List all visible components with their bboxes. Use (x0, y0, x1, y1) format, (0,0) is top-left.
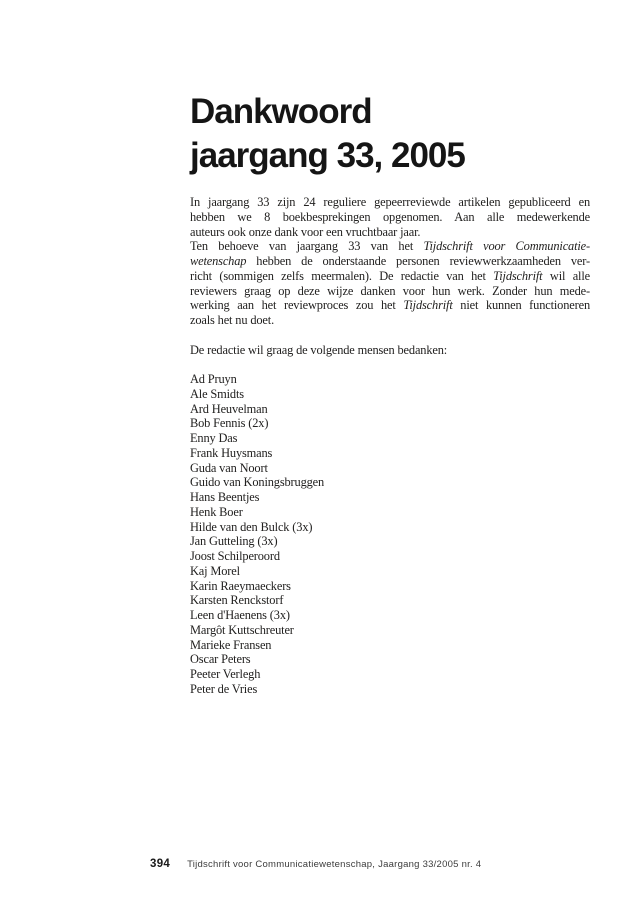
reviewer-name: Ard Heuvelman (190, 401, 268, 416)
page-number: 394 (150, 858, 171, 870)
reviewer-name: Guda van Noort (190, 460, 268, 475)
italic-journal-name: Tijdschrift voor Communicatie- (423, 239, 590, 254)
reviewer-name: Margôt Kuttschreuter (190, 622, 294, 637)
text-segment: niet kunnen functioneren (452, 298, 590, 313)
reviewer-name: Oscar Peters (190, 652, 251, 667)
journal-footer-text: Tijdschrift voor Communicatiewetenschap, Jaargang 33/2005 nr. 4 (187, 859, 482, 870)
reviewer-name: Joost Schilperoord (190, 549, 280, 563)
reviewer-name: Marieke Fransen (190, 637, 272, 652)
italic-journal-name: wetenschap (190, 254, 247, 268)
reviewer-name: Frank Huysmans (190, 445, 273, 460)
reviewer-name: Hilde van den Bulck (3x) (190, 519, 313, 534)
page-title (190, 90, 465, 178)
reviewer-name: Bob Fennis (2x) (190, 416, 269, 431)
reviewer-name: Peter de Vries (190, 681, 258, 696)
reviewer-name: Peeter Verlegh (190, 667, 261, 681)
text-segment: richt (sommigen zelfs meermalen). De redactie van het (190, 268, 494, 283)
body-line: auteurs ook onze dank voor een vruchtbaar jaar. (190, 224, 421, 239)
reviewer-name: Ale Smidts (190, 386, 244, 401)
italic-journal-name: Tijdschrift (403, 298, 453, 313)
reviewer-name: Hans Beentjes (190, 490, 260, 504)
reviewer-name: Karin Raeymaeckers (190, 578, 291, 593)
body-line: hebben we 8 boekbesprekingen opgenomen. Aan alle medewerkende (190, 209, 590, 224)
reviewer-name: Kaj Morel (190, 563, 240, 578)
page-footer (150, 856, 481, 872)
reviewer-name: Enny Das (190, 431, 238, 445)
reviewer-name: Henk Boer (190, 504, 243, 519)
intro-paragraph-1 (190, 195, 590, 239)
text-segment: werking aan het reviewproces zou het (190, 298, 404, 313)
reviewer-name-list (190, 372, 590, 697)
reviewer-name: Jan Gutteling (3x) (190, 534, 278, 549)
italic-journal-name: Tijdschrift (493, 268, 543, 283)
text-segment: wil alle (542, 268, 590, 283)
body-line: zoals het nu doet. (190, 313, 275, 327)
text-segment: hebben de onderstaande personen reviewwerkzaamheden ver- (246, 254, 590, 268)
reviewer-name: Leen d'Haenens (3x) (190, 608, 290, 622)
title-line-2: jaargang 33, 2005 (190, 136, 465, 176)
body-line (190, 298, 590, 313)
reviewer-name: Guido van Koningsbruggen (190, 475, 325, 490)
text-segment: Ten behoeve van jaargang 33 van het (190, 239, 424, 254)
body-line (190, 239, 590, 254)
list-intro-line: De redactie wil graag de volgende mensen bedanken: (190, 342, 448, 357)
intro-paragraph-2 (190, 239, 590, 328)
body-line: reviewers graag op deze wijze danken voor hun werk. Zonder hun mede- (190, 283, 590, 298)
body-text-column (190, 195, 590, 697)
reviewer-name: Karsten Renckstorf (190, 593, 284, 608)
body-line (190, 269, 590, 284)
reviewer-name: Ad Pruyn (190, 372, 237, 386)
body-line (190, 254, 590, 269)
title-line-1: Dankwoord (190, 92, 372, 132)
body-line: In jaargang 33 zijn 24 reguliere gepeerreviewde artikelen gepubliceerd en (190, 195, 590, 209)
